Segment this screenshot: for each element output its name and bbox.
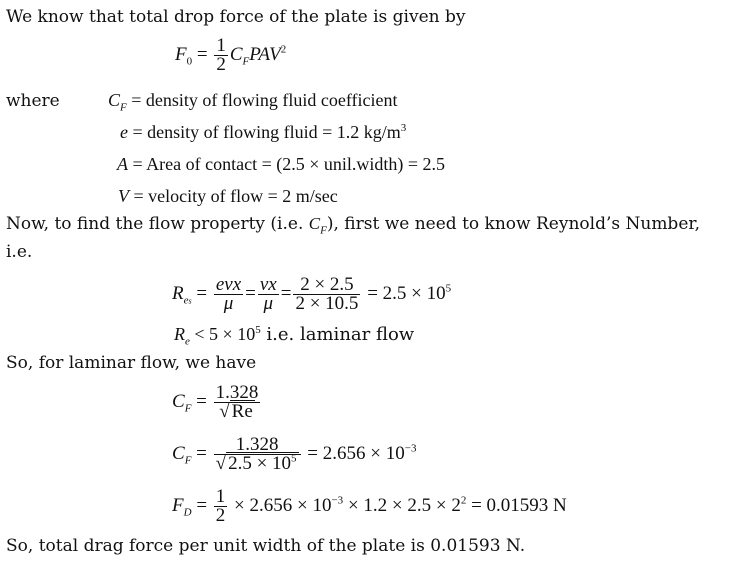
- equation-reynolds: $R_{es}$ = $\frac{\text{evx}}{\mu}$ = $\frac{vx}{\mu}$ = $\frac{2 \times 2.5}{2 \times 10.5}$ = $2.5 \times 10^5$: [172, 274, 452, 314]
- equation-cf-general: $C_F$ = $\frac{1.328}{√ Re}$: [172, 382, 259, 422]
- ie-line: i.e.: [6, 242, 33, 262]
- fraction-vx-mu: $\frac{vx}{\mu}$: [259, 274, 277, 314]
- laminar-line: So, for laminar flow, we have: [6, 353, 257, 373]
- def-v: V = velocity of flow = 2 m/sec: [118, 186, 338, 206]
- conclusion-text: So, total drag force per unit width of the plate is 0.01593 N.: [6, 536, 526, 556]
- equation-drag-result: $F_D$ = $\frac{1}{2}$ × $2.656 \times 10^{-3} \times 1.2 \times 2.5 \times 2^2 = 0.01593$ N: [172, 486, 567, 526]
- fraction-cf-value: $\frac{1.328}{√ 2.5 \times 10^5}$: [214, 436, 301, 473]
- equation-cf-value: $C_F$ = $\frac{1.328}{√ 2.5 \times 10^5}$ = $2.656 \times 10^{-3}$: [172, 434, 417, 474]
- fraction-values: $\frac{2 \times 2.5}{2 \times 10.5}$: [295, 274, 359, 314]
- def-e: e = density of flowing fluid = 1.2 $kg/m^3$: [120, 122, 407, 142]
- fraction-evx-mu: $\frac{\text{evx}}{\mu}$: [215, 274, 242, 314]
- fraction-half: $\frac{1}{2}$: [216, 35, 226, 75]
- def-cf: $C_F$ = density of flowing fluid coefficient: [108, 90, 398, 114]
- intro-text: We know that total drop force of the plate is given by: [6, 7, 466, 27]
- fraction-half-fd: $\frac{1}{2}$: [215, 486, 226, 526]
- def-a: A = Area of contact = (2.5 × unil.width) = 2.5: [117, 154, 446, 174]
- where-label: where: [6, 91, 60, 111]
- equation-drag-force: $F_0$ = $\frac{1}{2}$ $C_FPAV^2$: [175, 35, 287, 75]
- reynolds-comparison: $R_e < 5 \times 10^5$ i.e. laminar flow: [174, 324, 415, 348]
- now-line: Now, to find the flow property (i.e. $C_F$), first we need to know Reynold’s Number,: [6, 214, 701, 237]
- fraction-cf-general: $\frac{1.328}{√ Re}$: [215, 382, 259, 422]
